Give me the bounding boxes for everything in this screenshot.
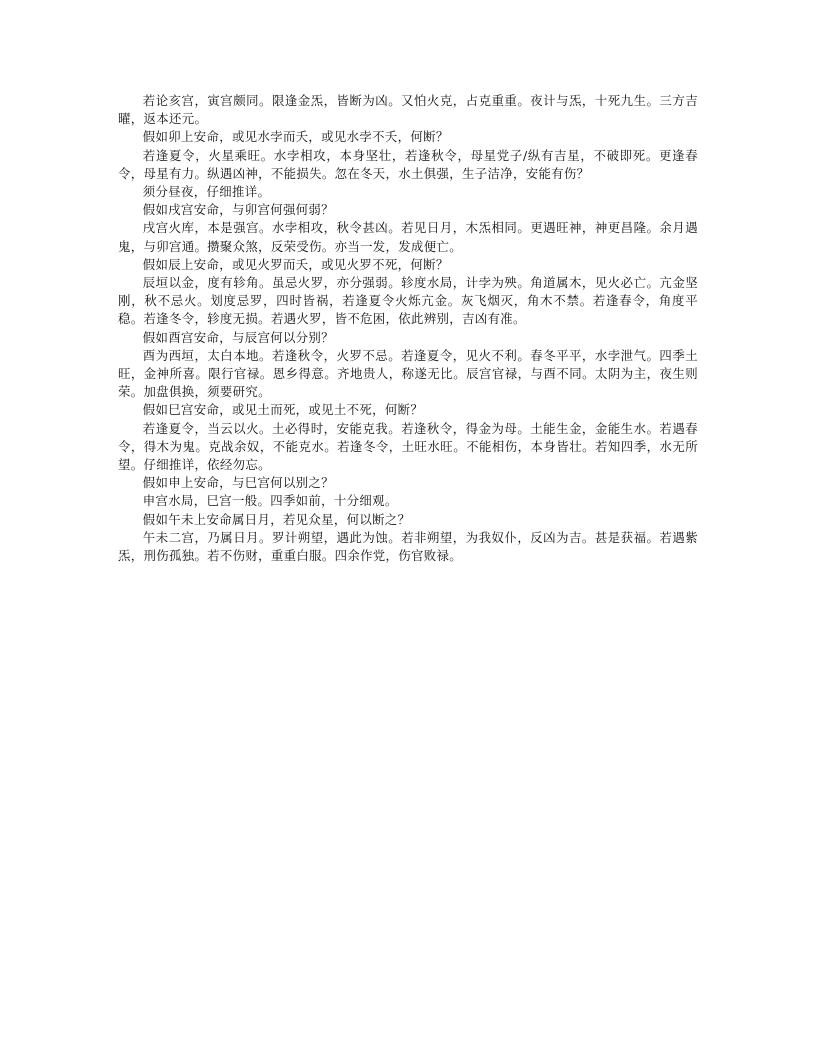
question-si-palace: 假如巳宫安命，或见土而死，或见土不死，何断？ [142, 402, 424, 418]
answer-you-palace: 酉为西垣，太白本地。若逢秋令，火罗不忌。若逢夏令，见火不利。春冬平平，水孛泄气。四季土旺，金神所喜。限行官禄。恩乡得意。齐地贵人，称遂无比。辰宫官禄，与酉不同。太阴为主，夜生则荣。加盘俱换，须要研究。 [118, 347, 698, 400]
answer-shen-palace: 申宫水局，巳宫一般。四季如前，十分细观。 [142, 493, 398, 509]
answer-si-palace: 若逢夏令，当云以火。土必得时，安能克我。若逢秋令，得金为母。土能生金，金能生水。若遇春令，得木为鬼。克战余奴，不能克水。若逢冬令，土旺水旺。不能相伤，本身皆壮。若知四季，水无所望。仔细推详，依经勿忘。 [118, 420, 698, 473]
question-wu-wei-palace: 假如午未上安命属日月，若见众星，何以断之？ [142, 511, 411, 527]
answer-xu-palace: 戌宫火库，本是强宫。水孛相攻，秋令甚凶。若见日月，木炁相同。更遇旺神，神更昌隆。余月遇鬼，与卯宫通。攒聚众煞，反荣受伤。亦当一发，发成便亡。 [118, 220, 698, 254]
question-mao-palace: 假如卯上安命，或见水孛而夭，或见水孛不夭，何断？ [142, 129, 449, 145]
document-body [118, 92, 698, 565]
answer-mao-palace: 若逢夏令，火星乘旺。水孛相攻，本身坚壮，若逢秋令，母星党子/纵有吉星，不破即死。更逢春令，母星有力。纵遇凶神，不能损失。忽在冬天，水土俱强，生子洁净，安能有伤？ [118, 147, 698, 181]
question-shen-palace: 假如申上安命，与巳宫何以别之？ [142, 475, 334, 491]
question-you-palace: 假如酉宫安命，与辰宫何以分别？ [142, 329, 334, 345]
answer-wu-wei-palace: 午未二宫，乃属日月。罗计朔望，遇此为蚀。若非朔望，为我奴仆，反凶为吉。甚是获福。若遇紫炁，刑伤孤独。若不伤财，重重白服。四余作党，伤官败禄。 [118, 529, 698, 564]
answer-chen-palace: 辰垣以金，度有轸角。虽忌火罗，亦分强弱。轸度水局，计孛为殃。角道属木，见火必亡。亢金坚刚，秋不忌火。划度忌罗，四时皆祸，若逢夏令火烁亢金。灰飞烟灭，角木不禁。若逢春令，角度平稳。若逢冬令，轸度无损。若遇火罗，皆不危困，依此辨别，吉凶有准。 [118, 275, 698, 327]
paragraph-hai-yin-palace: 若论亥宫，寅宫颇同。限逢金炁，皆断为凶。又怕火克，占克重重。夜计与炁，十死九生。三方吉曜，返本还元。 [118, 93, 698, 127]
note-day-night: 须分昼夜，仔细推详。 [142, 184, 271, 200]
question-xu-palace: 假如戌宫安命，与卯宫何强何弱？ [142, 202, 334, 218]
question-chen-palace: 假如辰上安命，或见火罗而夭，或见火罗不死，何断？ [142, 256, 449, 272]
